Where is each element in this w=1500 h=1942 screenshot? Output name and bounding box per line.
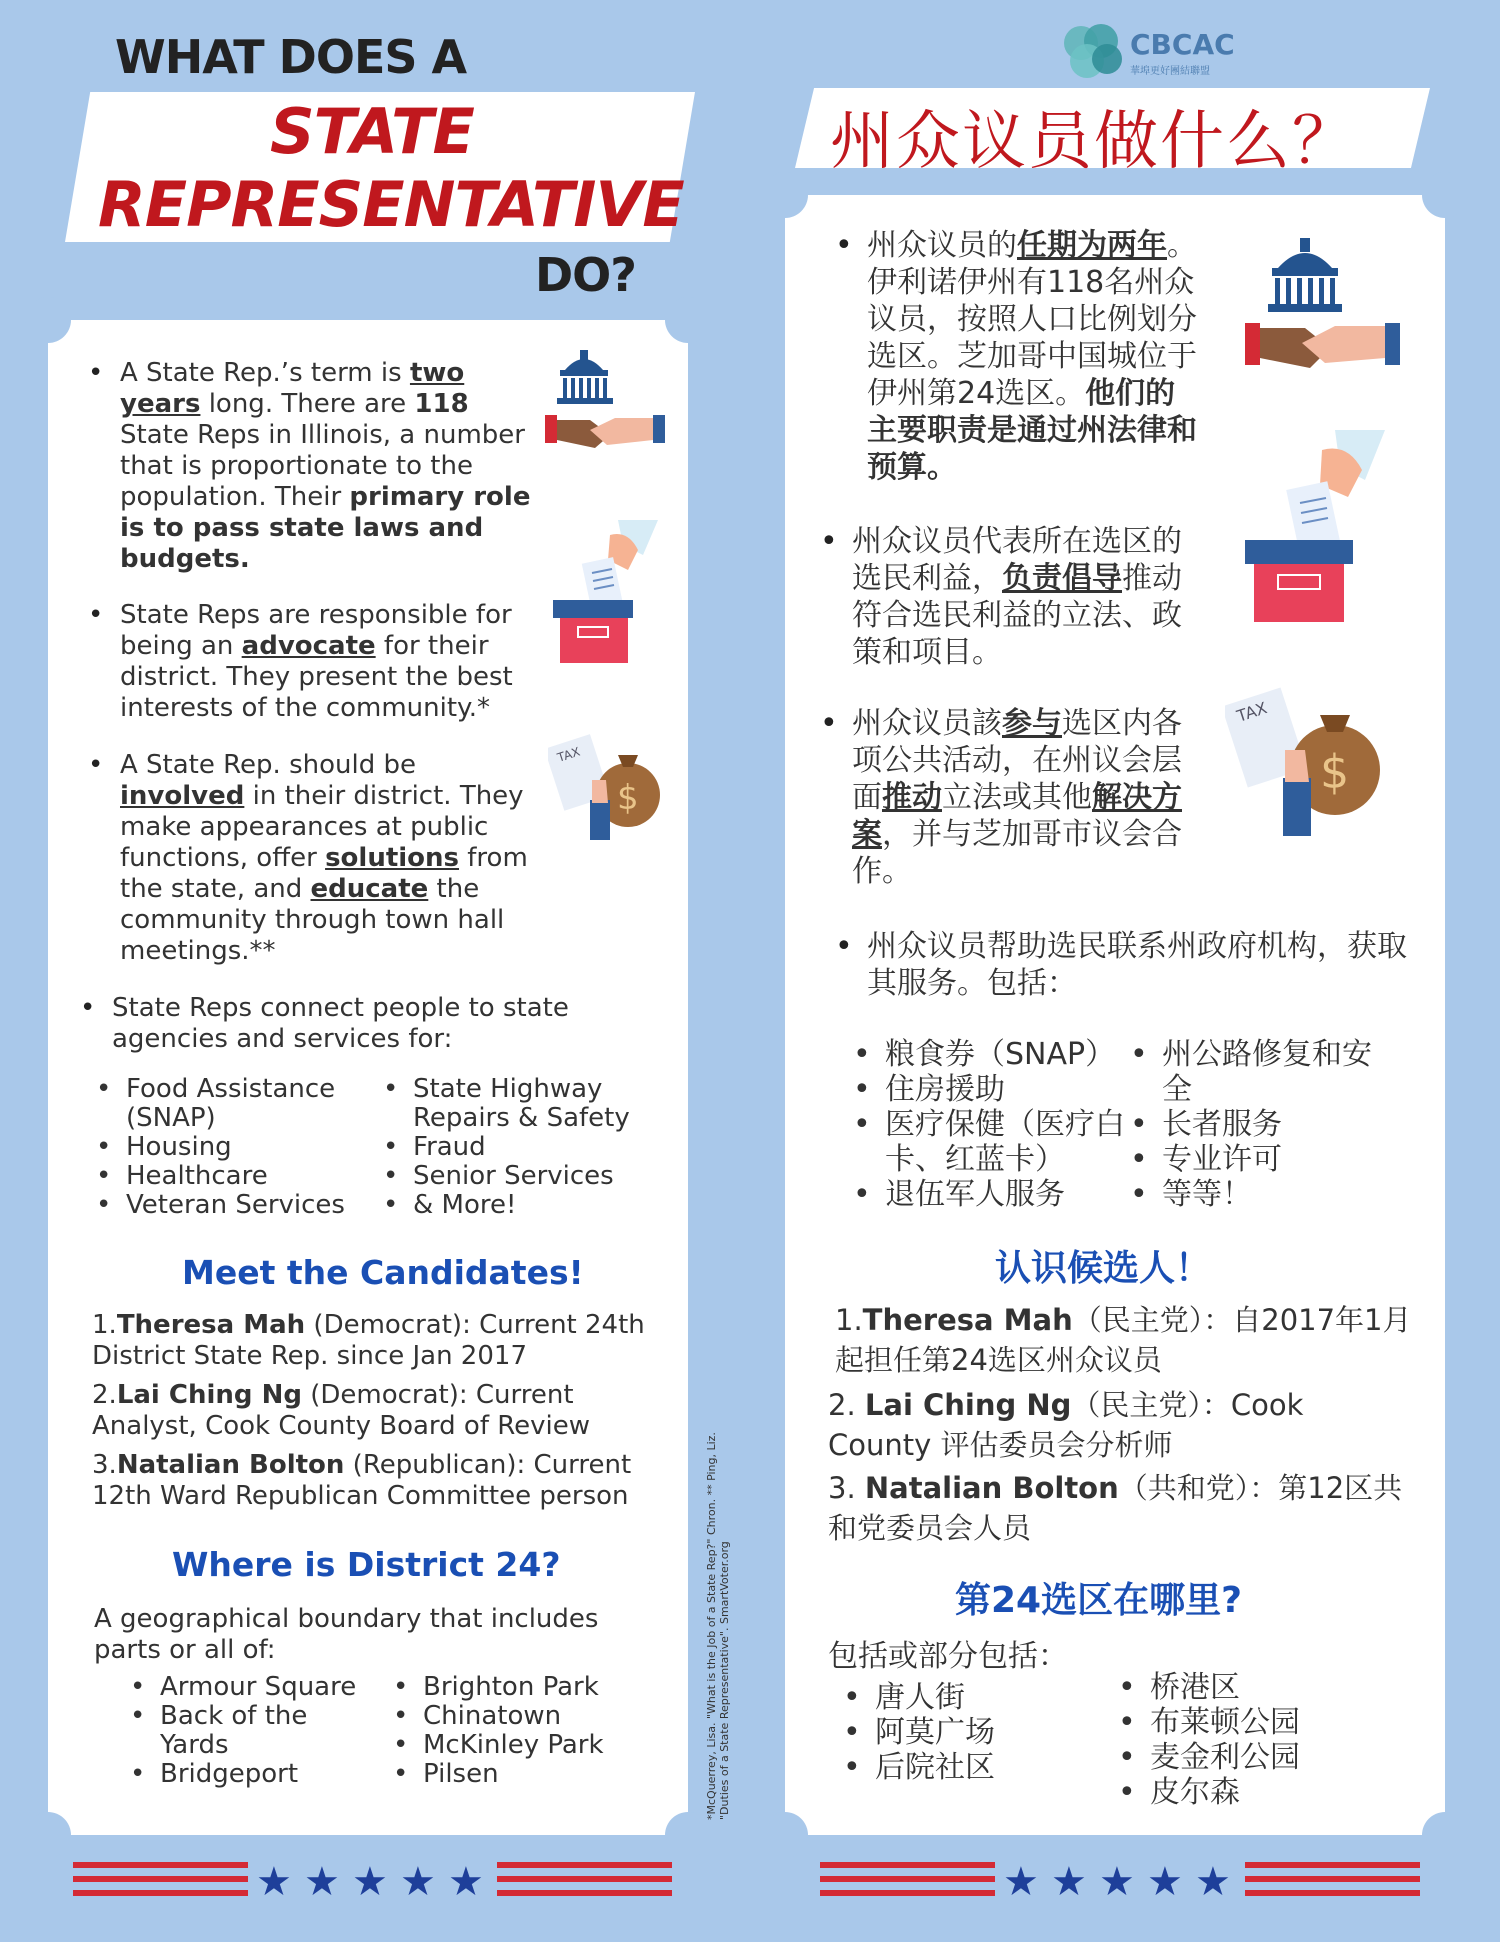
area-item-zh: • 布莱顿公园 [1150, 1705, 1350, 1740]
candidate-item-zh: 2. Lai Ching Ng（民主党）：Cook County 评估委员会分析师 [828, 1388, 1304, 1462]
left-bullet-advocate: • State Reps are responsible for being an advocate for their district. They present the best interests of the community.* [120, 600, 540, 724]
service-item: • Healthcare [126, 1162, 356, 1191]
svg-text:TAX: TAX [1234, 698, 1270, 726]
service-item: • Fraud [413, 1133, 653, 1162]
tax-moneybag-icon [548, 725, 668, 845]
service-item: • Senior Services [413, 1162, 653, 1191]
footnote: *McQuerrey, Lisa. "What is the Job of a State Rep?" Chron. ** Ping, Liz. "Duties of a State Representative". SmartVoter.org [705, 1432, 731, 1820]
candidates-heading-zh: 认识候选人！ [995, 1248, 1212, 1289]
district-heading-zh: 第24选区在哪里? [955, 1580, 1242, 1621]
area-item: • Armour Square [160, 1673, 380, 1702]
right-bullet-term: • 州众议员的任期为两年。伊利诺伊州有118名州众议员，按照人口比例划分选区。芝加哥中国城位于伊州第24选区。他们的主要职责是通过州法律和预算。 [867, 227, 1197, 486]
star-icon: ★ [1147, 1859, 1183, 1905]
star-icon: ★ [1195, 1859, 1231, 1905]
area-item-zh: • 阿莫广场 [875, 1715, 1075, 1750]
service-item-zh: • 州公路修复和安全 [1162, 1037, 1372, 1107]
area-item: • Back of the Yards [160, 1702, 320, 1760]
right-bullet-services: • 州众议员帮助选民联系州政府机构，获取其服务。包括： [867, 928, 1427, 1002]
area-item-zh: • 唐人街 [875, 1680, 1075, 1715]
title-prefix: WHAT DOES A [115, 30, 467, 84]
star-icon: ★ [400, 1859, 436, 1905]
service-item: • Veteran Services [126, 1191, 356, 1220]
cbcac-logo-icon [1055, 15, 1130, 85]
area-item: • Brighton Park [423, 1673, 653, 1702]
svg-text:$: $ [1320, 745, 1350, 799]
candidate-item-zh: 1.Theresa Mah（民主党）：自2017年1月起担任第24选区州众议员 [835, 1303, 1412, 1377]
candidate-item: 2.Lai Ching Ng (Democrat): Current Analyst, Cook County Board of Review [92, 1380, 590, 1441]
service-item-zh: • 长者服务 [1162, 1107, 1372, 1142]
ballot-box-icon [548, 515, 658, 665]
area-item: • Chinatown [423, 1702, 653, 1731]
title-suffix: DO? [535, 248, 636, 302]
candidates-heading: Meet the Candidates! [182, 1253, 584, 1292]
title-main-line2: REPRESENTATIVE [98, 168, 684, 241]
service-item-zh: • 住房援助 [885, 1072, 1125, 1107]
left-bullet-services: • State Reps connect people to state agencies and services for: [112, 993, 652, 1055]
star-icon: ★ [256, 1859, 292, 1905]
area-item-zh: • 皮尔森 [1150, 1775, 1350, 1810]
left-bullet-involved: • A State Rep. should be involved in their district. They make appearances at public functions, offer solutions from the state, and educate the community through town hall meetings.** [120, 750, 540, 967]
district-intro: A geographical boundary that includes parts or all of: [94, 1604, 599, 1665]
star-icon: ★ [304, 1859, 340, 1905]
candidate-item: 1.Theresa Mah (Democrat): Current 24th District State Rep. since Jan 2017 [92, 1310, 645, 1371]
district-intro-zh: 包括或部分包括： [828, 1639, 1068, 1674]
svg-text:$: $ [617, 778, 639, 818]
service-item-zh: • 专业许可 [1162, 1142, 1372, 1177]
left-bullet-term: • A State Rep.’s term is two years long. There are 118 State Reps in Illinois, a number that is proportionate to the population. Their primary role is to pass state laws and budgets. [120, 358, 540, 575]
star-icon: ★ [1099, 1859, 1135, 1905]
capitol-handshake-icon [1240, 228, 1405, 378]
star-icon: ★ [352, 1859, 388, 1905]
logo-text: CBCAC [1130, 28, 1235, 61]
star-icon: ★ [448, 1859, 484, 1905]
area-item: • Bridgeport [160, 1760, 380, 1789]
service-item-zh: • 粮食券（SNAP） [885, 1037, 1125, 1072]
service-item-zh: • 等等！ [1162, 1177, 1372, 1212]
service-item: • Food Assistance (SNAP) [126, 1075, 356, 1133]
area-item-zh: • 后院社区 [875, 1750, 1075, 1785]
tax-moneybag-icon [1225, 670, 1395, 840]
area-item-zh: • 桥港区 [1150, 1670, 1350, 1705]
star-icon: ★ [1003, 1859, 1039, 1905]
service-item: • Housing [126, 1133, 356, 1162]
service-item: • State Highway Repairs & Safety [413, 1075, 653, 1133]
star-icon: ★ [1051, 1859, 1087, 1905]
service-item-zh: • 医疗保健（医疗白卡、红蓝卡） [885, 1107, 1125, 1177]
area-item: • Pilsen [423, 1760, 653, 1789]
zh-title: 州众议员做什么？ [830, 105, 1358, 179]
svg-text:TAX: TAX [555, 744, 582, 765]
service-item-zh: • 退伍军人服务 [885, 1177, 1125, 1212]
right-bullet-involved: • 州众议员該参与选区内各项公共活动，在州议会层面推动立法或其他解决方案，并与芝加哥市议会合作。 [852, 705, 1182, 890]
district-heading: Where is District 24? [172, 1545, 561, 1584]
title-main-line1: STATE [270, 95, 474, 168]
ballot-box-icon [1240, 425, 1390, 625]
candidate-item: 3.Natalian Bolton (Republican): Current 12th Ward Republican Committee person [92, 1450, 632, 1511]
area-item: • McKinley Park [423, 1731, 653, 1760]
right-bullet-advocate: • 州众议员代表所在选区的选民利益，负责倡导推动符合选民利益的立法、政策和项目。 [852, 523, 1182, 671]
service-item: • & More! [413, 1191, 653, 1220]
capitol-handshake-icon [545, 340, 670, 460]
candidate-item-zh: 3. Natalian Bolton（共和党）：第12区共和党委员会人员 [828, 1471, 1403, 1545]
area-item-zh: • 麦金利公园 [1150, 1740, 1350, 1775]
logo-subtext: 華埠更好團結聯盟 [1130, 66, 1210, 77]
